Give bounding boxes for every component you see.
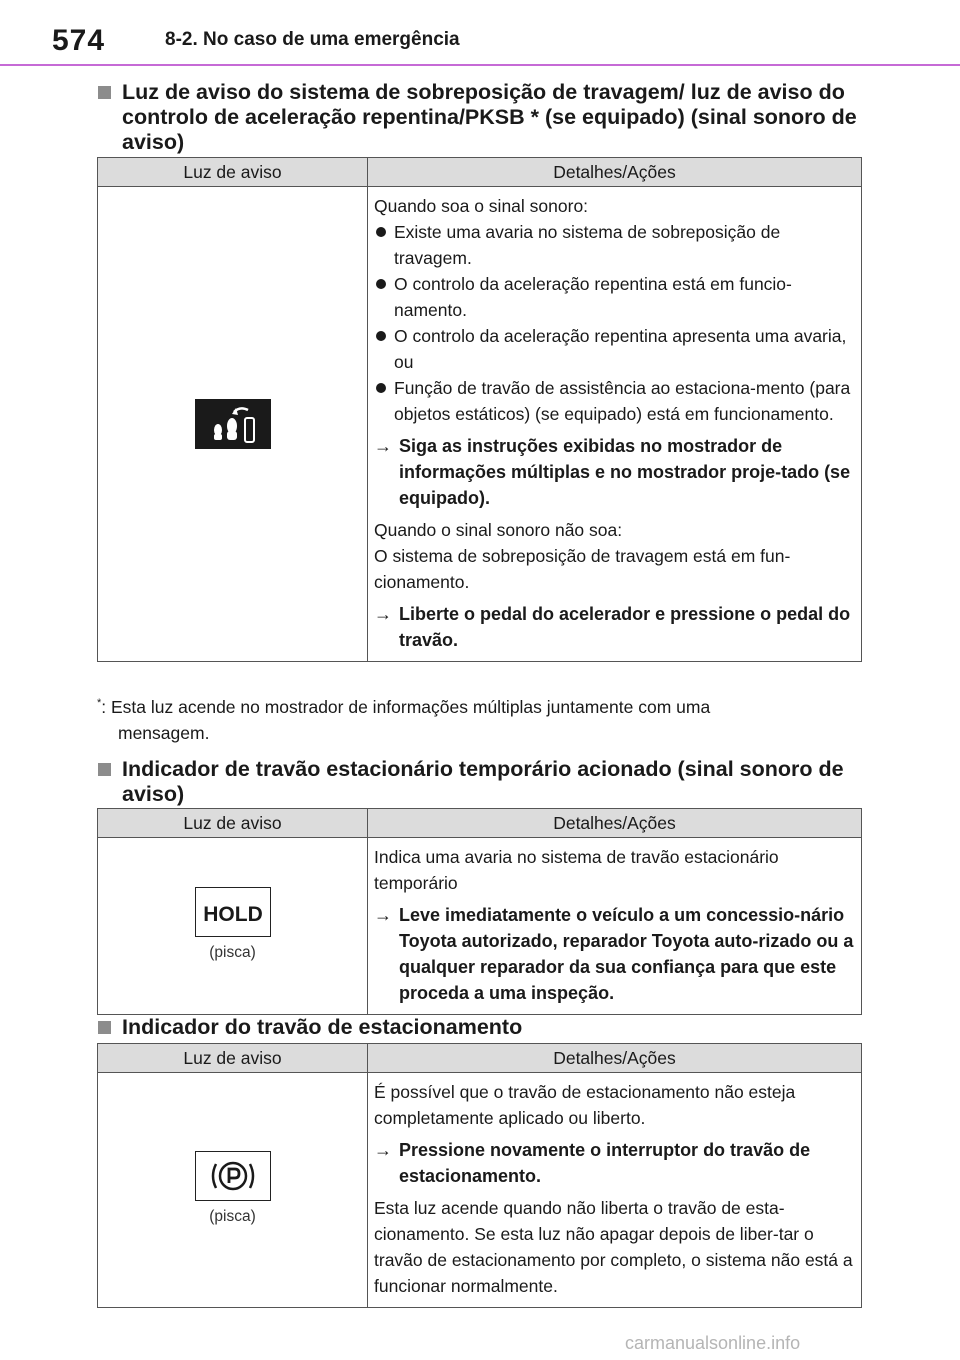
column-header-light: Luz de aviso	[98, 158, 368, 187]
chapter-title: 8-2. No caso de uma emergência	[165, 29, 460, 50]
detail-text: Quando soa o sinal sonoro:	[374, 196, 589, 216]
arrow-icon: →	[374, 1140, 392, 1160]
icon-cell	[98, 838, 368, 1015]
details-cell	[368, 1073, 862, 1308]
section-title-hold-brake: Indicador de travão estacionário temporário acionado (sinal sonoro de aviso)	[98, 757, 868, 807]
blink-label: (pisca)	[209, 943, 256, 961]
detail-text: Quando o sinal sonoro não soa:	[374, 520, 623, 540]
hold-icon	[195, 887, 271, 937]
square-bullet-icon	[98, 1021, 111, 1034]
table-header-row	[98, 1044, 862, 1073]
column-header-details: Detalhes/Ações	[368, 809, 862, 838]
detail-text: O sistema de sobreposição de travagem está em fun-cionamento.	[374, 546, 791, 592]
action-item: → Liberte o pedal do acelerador e pressione o pedal do travão.	[374, 601, 855, 653]
warning-table-parking-brake	[97, 1043, 862, 1308]
blink-label: (pisca)	[209, 1207, 256, 1225]
icon-cell	[98, 1073, 368, 1308]
table-header-row	[98, 158, 862, 187]
detail-text: Indica uma avaria no sistema de travão estacionário temporário	[374, 847, 779, 893]
column-header-light: Luz de aviso	[98, 809, 368, 838]
square-bullet-icon	[98, 763, 111, 776]
section-title-parking-brake: Indicador do travão de estacionamento	[98, 1015, 868, 1040]
column-header-details: Detalhes/Ações	[368, 1044, 862, 1073]
list-item: Função de travão de assistência ao estaciona-mento (para objetos estáticos) (se equipado) está em funcionamento.	[374, 375, 855, 427]
list-item: O controlo da aceleração repentina apresenta uma avaria, ou	[374, 323, 855, 375]
parking-brake-icon	[195, 1151, 271, 1201]
action-item: → Pressione novamente o interruptor do travão de estacionamento.	[374, 1137, 855, 1189]
table-header-row	[98, 809, 862, 838]
page-header	[0, 0, 960, 66]
table-row	[98, 187, 862, 662]
table-row	[98, 1073, 862, 1308]
watermark: carmanualsonline.info	[625, 1333, 801, 1353]
arrow-icon: →	[374, 436, 392, 456]
svg-text:HOLD: HOLD	[202, 902, 263, 926]
footnote: *: Esta luz acende no mostrador de informações múltiplas juntamente com uma mensagem.	[97, 696, 711, 743]
list-item: Existe uma avaria no sistema de sobreposição de travagem.	[374, 219, 855, 271]
pedal-warning-icon	[195, 399, 271, 449]
page-number: 574	[52, 24, 106, 57]
action-item: → Leve imediatamente o veículo a um concessio-nário Toyota autorizado, reparador Toyota auto-rizado ou a qualquer reparador da sua confiança para que este proceda a uma inspeção.	[374, 902, 855, 1006]
detail-text: É possível que o travão de estacionamento não esteja completamente aplicado ou liberto.	[374, 1082, 796, 1128]
list-item: O controlo da aceleração repentina está em funcio-namento.	[374, 271, 855, 323]
column-header-details: Detalhes/Ações	[368, 158, 862, 187]
action-item: → Siga as instruções exibidas no mostrador de informações múltiplas e no mostrador proje-tado (se equipado).	[374, 433, 855, 511]
warning-table-brake-override	[97, 157, 862, 662]
details-cell	[368, 838, 862, 1015]
column-header-light: Luz de aviso	[98, 1044, 368, 1073]
detail-text: Esta luz acende quando não liberta o travão de esta-cionamento. Se esta luz não apagar depois de liber-tar o travão de estacionamento por completo, o sistema não está a funcionar normalmente.	[374, 1198, 853, 1296]
details-cell	[368, 187, 862, 662]
section-title-brake-override: Luz de aviso do sistema de sobreposição de travagem/ luz de aviso do controlo de aceleração repentina/PKSB * (se equipado) (sinal sonoro de aviso)	[98, 80, 868, 155]
arrow-icon: →	[374, 905, 392, 925]
icon-cell	[98, 187, 368, 662]
footnote-mark: *	[97, 697, 102, 709]
square-bullet-icon	[98, 86, 111, 99]
arrow-icon: →	[374, 604, 392, 624]
warning-table-hold-brake	[97, 808, 862, 1015]
header-rule	[0, 64, 960, 66]
table-row	[98, 838, 862, 1015]
